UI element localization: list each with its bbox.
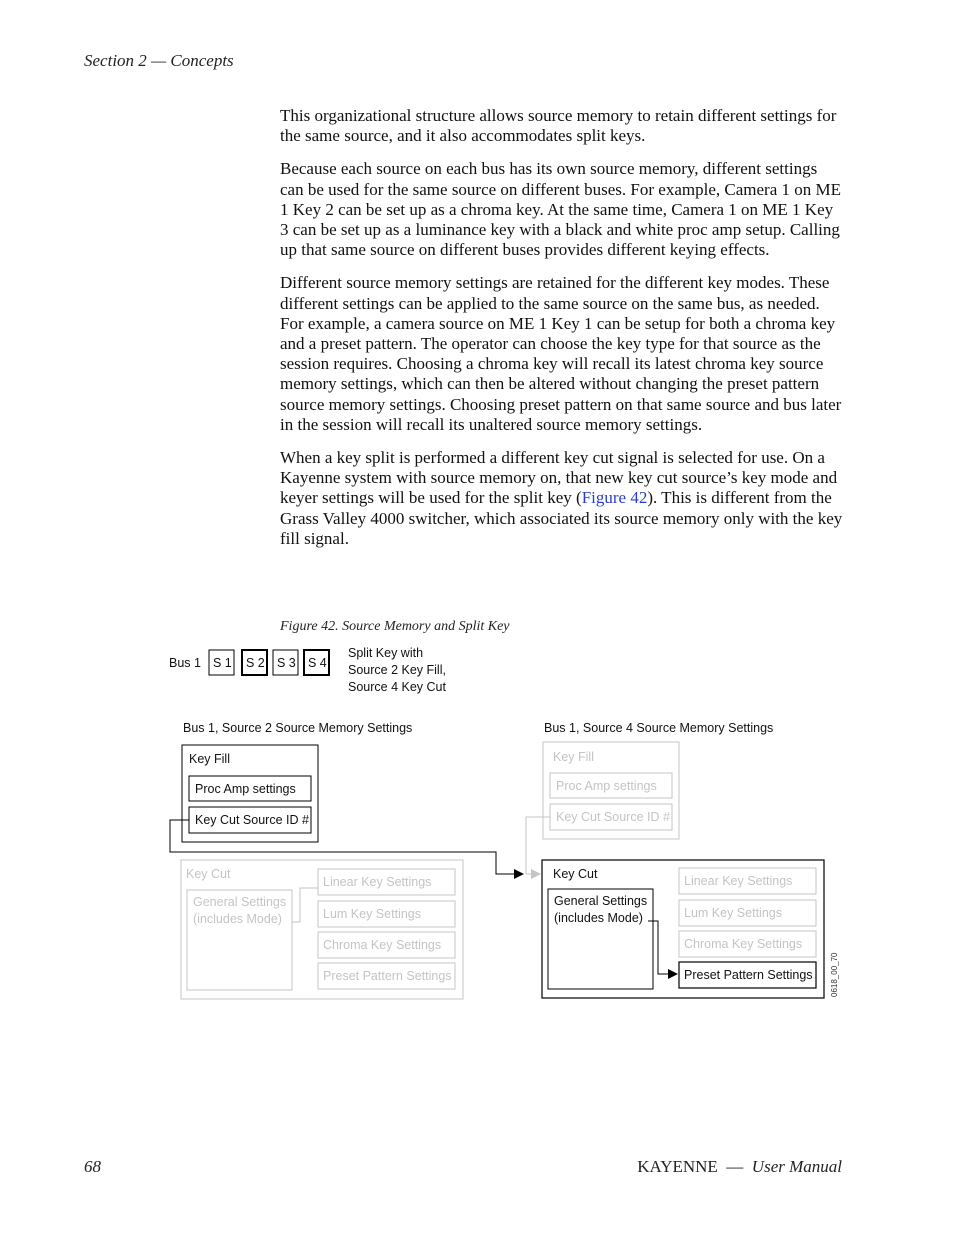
paragraph-2: Because each source on each bus has its own source memory, different settings can be used for the same source on different buses. For example, Camera 1 on ME 1 Key 2 can be set up as a chroma key. At the same time, Camera 1 on ME 1 Key 3 can be set up as a luminance key with a black and white proc amp setup. Calling up that same source on different buses provides different keying effects. xyxy=(280,159,841,260)
left-key-cut-label: Key Cut xyxy=(186,867,231,881)
right-key-fill-label: Key Fill xyxy=(553,750,594,764)
source-s2-label: S 2 xyxy=(246,656,265,670)
left-chroma-key-label: Chroma Key Settings xyxy=(323,938,442,952)
right-gray-connector xyxy=(526,817,550,874)
figure-42-link[interactable]: Figure 42 xyxy=(581,488,648,508)
right-chroma-key-label: Chroma Key Settings xyxy=(684,937,803,951)
right-preset-pattern-label: Preset Pattern Settings xyxy=(684,968,813,982)
split-key-note-line-3: Source 4 Key Cut xyxy=(348,680,446,694)
figure-id-label: 0618_00_70 xyxy=(830,952,839,997)
left-general-settings-line-1: General Settings xyxy=(193,895,287,909)
right-general-settings-line-1: General Settings xyxy=(554,894,648,908)
right-panel-title: Bus 1, Source 4 Source Memory Settings xyxy=(544,721,774,735)
paragraph-4-start: When a key split is performed a different key cut signal is selected for use. On a Kayenne system with source memory on, that new key cut source’s key mode and keyer settings will be used for the split key ( xyxy=(280,448,838,508)
footer-separator: — xyxy=(726,1157,744,1176)
paragraph-3: Different source memory settings are retained for the different key modes. These different settings can be applied to the same source on the same bus, as needed. For example, a camera source on ME 1 Key 1 can be setup for both a chroma key and a preset pattern. The operator can choose the key type for that source as the session requires. Choosing a chroma key will recall its latest chroma key source memory settings, which can then be altered without changing the preset pattern source memory settings. Choosing preset pattern on that same source and bus later in the session will recall its unaltered source memory settings. xyxy=(280,273,842,434)
source-s3-label: S 3 xyxy=(277,656,296,670)
section-header: Section 2 — Concepts xyxy=(84,51,234,70)
right-general-settings-line-2: (includes Mode) xyxy=(554,911,643,925)
footer-manual: User Manual xyxy=(751,1157,842,1176)
right-linear-key-label: Linear Key Settings xyxy=(684,874,793,888)
paragraph-1: This organizational structure allows source memory to retain different settings for the same source, and it also accommodates split keys. xyxy=(280,106,837,146)
split-key-note-line-1: Split Key with xyxy=(348,646,424,660)
split-key-connector xyxy=(170,820,523,874)
source-s4-label: S 4 xyxy=(308,656,327,670)
left-preset-pattern-label: Preset Pattern Settings xyxy=(323,969,452,983)
left-linear-key-label: Linear Key Settings xyxy=(323,875,432,889)
footer-title xyxy=(637,1157,842,1177)
left-key-fill-label: Key Fill xyxy=(189,752,230,766)
left-general-settings-line-2: (includes Mode) xyxy=(193,912,282,926)
left-mode-connector xyxy=(292,888,318,922)
right-proc-amp-label: Proc Amp settings xyxy=(556,779,657,793)
split-key-note-line-2: Source 2 Key Fill, xyxy=(348,663,446,677)
page-number: 68 xyxy=(84,1157,101,1176)
left-key-cut-source-label: Key Cut Source ID # xyxy=(195,813,309,827)
paragraph-4-end: ). This is different from the Grass Valley 4000 switcher, which associated its source memory only with the key fill signal. xyxy=(280,488,843,548)
right-lum-key-label: Lum Key Settings xyxy=(684,906,782,920)
right-key-cut-label: Key Cut xyxy=(553,867,598,881)
left-lum-key-label: Lum Key Settings xyxy=(323,907,421,921)
left-panel-title: Bus 1, Source 2 Source Memory Settings xyxy=(183,721,413,735)
right-mode-connector xyxy=(648,921,677,974)
figure-caption: Figure 42. Source Memory and Split Key xyxy=(280,619,510,634)
right-key-cut-source-label: Key Cut Source ID # xyxy=(556,810,670,824)
bus-label: Bus 1 xyxy=(169,656,201,670)
source-s1-label: S 1 xyxy=(213,656,232,670)
footer-product: KAYENNE xyxy=(637,1157,718,1176)
left-proc-amp-label: Proc Amp settings xyxy=(195,782,296,796)
